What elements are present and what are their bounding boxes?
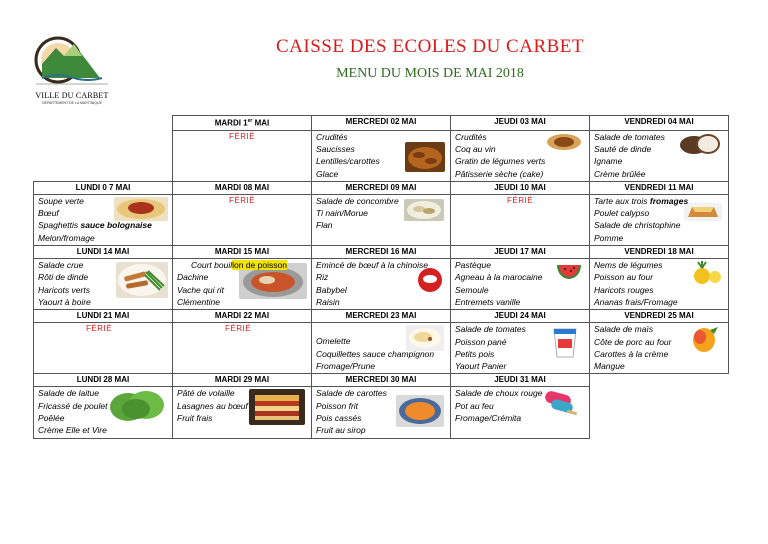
- menu-cell-fri-18: [590, 259, 729, 310]
- day-header-mon-07: LUNDI 0 7 MAI: [34, 181, 173, 194]
- menu-item: Rôti de dinde: [38, 272, 89, 283]
- day-header-thu-24: JEUDI 24 MAI: [451, 310, 590, 323]
- menu-item: Entremets vanille: [455, 296, 521, 307]
- menu-item: Spaghettis sauce bolognaise: [38, 220, 152, 231]
- day-header-mon-21: LUNDI 21 MAI: [34, 310, 173, 323]
- empty-cell: [34, 130, 173, 181]
- menu-item: Salade de carottes: [316, 388, 387, 399]
- menu-item: Coq au vin: [455, 143, 496, 154]
- menu-item: Crudités: [316, 131, 348, 142]
- menu-cell-mon-07: [34, 194, 173, 245]
- menu-cell-tue-29: [173, 387, 312, 438]
- menu-cell-tue-15: [173, 259, 312, 310]
- menu-item: Ananas frais/Fromage: [594, 296, 678, 307]
- menu-item: Clémentine: [177, 296, 220, 307]
- menu-item: Crème brûlée: [594, 168, 646, 179]
- empty-cell: [34, 116, 173, 131]
- menu-cell-tue-22: [173, 323, 312, 374]
- menu-item: Lasagnes au bœuf: [177, 400, 248, 411]
- day-header-fri-11: VENDREDI 11 MAI: [590, 181, 729, 194]
- holiday-label: FÉRIÉ: [228, 131, 256, 141]
- menu-item: Salade de concombre: [316, 195, 399, 206]
- menu-item: Pois cassés: [316, 413, 362, 423]
- holiday-label: FÉRIÉ: [506, 195, 534, 205]
- menu-item: Pâtisserie sèche (cake): [455, 168, 544, 179]
- day-header-thu-03: JEUDI 03 MAI: [451, 116, 590, 131]
- day-header-mon-14: LUNDI 14 MAI: [34, 246, 173, 259]
- day-header-thu-10: JEUDI 10 MAI: [451, 181, 590, 194]
- menu-cell-fri-25: [590, 323, 729, 374]
- day-header-fri-18: VENDREDI 18 MAI: [590, 246, 729, 259]
- holiday-label: FÉRIÉ: [86, 324, 113, 334]
- menu-item: Salade crue: [38, 260, 84, 271]
- menu-item: Fricassé de poulet: [38, 400, 108, 411]
- day-header-wed-02: MERCREDI 02 MAI: [312, 116, 451, 131]
- menu-item: Salade de laitue: [38, 388, 99, 399]
- menu-cell-wed-02: [312, 130, 451, 181]
- day-header-tue-22: MARDI 22 MAI: [173, 310, 312, 323]
- empty-cell: [590, 387, 729, 438]
- day-header-fri-25: VENDREDI 25 MAI: [590, 310, 729, 323]
- menu-item: Haricots rouges: [594, 284, 654, 295]
- menu-item: Salade de tomates: [594, 131, 665, 142]
- menu-item: Yaourt à boire: [38, 296, 91, 307]
- menu-item: Flan: [316, 220, 333, 231]
- menu-item: Fromage/Prune: [316, 360, 376, 371]
- menu-item: Soupe verte: [38, 195, 84, 206]
- menu-item: Pastèque: [455, 260, 491, 271]
- menu-item: Fruit au sirop: [316, 425, 366, 436]
- holiday-label: FÉRIÉ: [225, 324, 252, 334]
- menu-item: Pot au feu: [455, 400, 494, 411]
- day-header-wed-16: MERCREDI 16 MAI: [312, 246, 451, 259]
- day-header-wed-30: MERCREDI 30 MAI: [312, 374, 451, 387]
- menu-item: Mangue: [594, 361, 625, 372]
- menu-item: Crème Elle et Vire: [38, 425, 107, 436]
- menu-item: Court bouillon de poisson: [191, 260, 287, 271]
- menu-cell-wed-16: [312, 259, 451, 310]
- day-header-wed-23: MERCREDI 23 MAI: [312, 310, 451, 323]
- menu-item: Tarte aux trois fromages: [594, 195, 689, 206]
- menu-cell-tue-08: [173, 194, 312, 245]
- day-header-mon-28: LUNDI 28 MAI: [34, 374, 173, 387]
- day-header-tue-01: MARDI 1er MAI: [173, 116, 312, 131]
- menu-item: Haricots verts: [38, 284, 90, 295]
- menu-cell-thu-03: [451, 130, 590, 181]
- menu-item: Poisson frit: [316, 400, 359, 411]
- menu-item: Dachine: [177, 272, 209, 283]
- menu-item: Agneau à la marocaine: [455, 272, 543, 283]
- menu-item: Pomme: [594, 232, 624, 243]
- menu-cell-tue-01: [173, 130, 312, 181]
- menu-item: Glace: [316, 168, 339, 179]
- menu-table: [33, 115, 729, 439]
- menu-cell-mon-28: [34, 387, 173, 438]
- menu-item: Yaourt Panier: [455, 361, 507, 372]
- menu-cell-fri-11: [590, 194, 729, 245]
- menu-item: Pâté de volaille: [177, 388, 235, 399]
- menu-item: Salade de maïs: [594, 324, 654, 335]
- menu-item: Bœuf: [38, 208, 59, 219]
- menu-item: Babybel: [316, 284, 347, 295]
- menu-item: Raisin: [316, 296, 340, 307]
- day-header-tue-08: MARDI 08 MAI: [173, 181, 312, 194]
- menu-item: Poisson au four: [594, 272, 654, 283]
- empty-cell: [590, 374, 729, 387]
- page-title: CAISSE DES ECOLES DU CARBET: [275, 36, 585, 57]
- menu-cell-mon-21: [34, 323, 173, 374]
- menu-item: Fromage/Crémita: [455, 413, 522, 423]
- menu-item: Lentilles/carottes: [316, 156, 380, 167]
- menu-cell-wed-23: [312, 323, 451, 374]
- logo-city-name: VILLE DU CARBET: [35, 91, 109, 100]
- menu-item: Salade de choux rouge: [455, 388, 543, 399]
- menu-item: Poulet calypso: [594, 208, 650, 219]
- menu-item: Côte de porc au four: [594, 336, 672, 347]
- menu-item: Salade de tomates: [455, 324, 526, 335]
- menu-cell-wed-30: [312, 387, 451, 438]
- menu-item: Vache qui rit: [177, 284, 224, 295]
- menu-item: Petits pois: [455, 348, 495, 359]
- holiday-label: FÉRIÉ: [228, 195, 256, 205]
- menu-item: Poisson pané: [455, 336, 507, 347]
- day-header-wed-09: MERCREDI 09 MAI: [312, 181, 451, 194]
- menu-item: Semoule: [455, 284, 489, 295]
- menu-item: Carottes à la crème: [594, 348, 669, 359]
- menu-cell-thu-24: [451, 323, 590, 374]
- menu-item: Melon/fromage: [38, 232, 95, 243]
- menu-item: Salade de christophine: [594, 220, 681, 231]
- menu-cell-thu-17: [451, 259, 590, 310]
- page-subtitle: MENU DU MOIS DE MAI 2018: [336, 66, 524, 81]
- menu-cell-thu-10: [451, 194, 590, 245]
- menu-item: Fruit frais: [177, 413, 213, 423]
- menu-item: Crudités: [455, 131, 487, 142]
- logo-department: DÉPARTEMENT DE LA MARTINIQUE: [42, 101, 102, 105]
- day-header-thu-17: JEUDI 17 MAI: [451, 246, 590, 259]
- menu-item: Nems de légumes: [594, 260, 663, 271]
- menu-item: Igname: [594, 156, 623, 167]
- menu-cell-fri-04: [590, 130, 729, 181]
- menu-item: Ti nain/Morue: [316, 208, 368, 219]
- menu-item: Coquillettes sauce champignon: [316, 348, 435, 359]
- menu-item: Poêlée: [38, 413, 65, 423]
- menu-cell-mon-14: [34, 259, 173, 310]
- menu-cell-thu-31: [451, 387, 590, 438]
- day-header-thu-31: JEUDI 31 MAI: [451, 374, 590, 387]
- menu-item: Sauté de dinde: [594, 143, 652, 154]
- day-header-tue-15: MARDI 15 MAI: [173, 246, 312, 259]
- menu-item: Gratin de légumes verts: [455, 156, 546, 167]
- menu-cell-wed-09: [312, 194, 451, 245]
- day-header-fri-04: VENDREDI 04 MAI: [590, 116, 729, 131]
- menu-item: Saucisses: [316, 143, 355, 154]
- menu-item: Emincé de bœuf à la chinoise: [316, 260, 428, 271]
- day-header-tue-29: MARDI 29 MAI: [173, 374, 312, 387]
- menu-item: Omelette: [316, 336, 351, 347]
- menu-item: Riz: [316, 272, 329, 283]
